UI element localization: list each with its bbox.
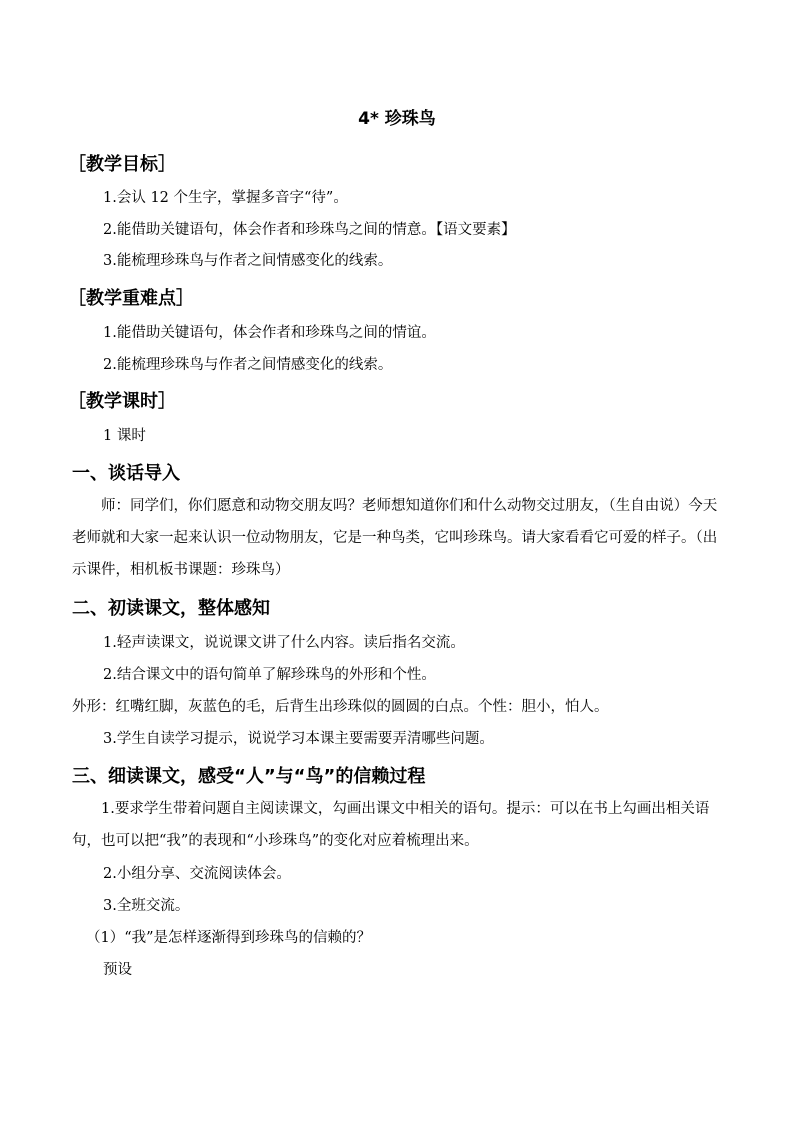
- part3-paragraph: 1.要求学生带着问题自主阅读课文，勾画出课文中相关的语句。提示：可以在书上勾画出相关语句，也可以把“我”的表现和“小珍珠鸟”的变化对应着梳理出来。: [72, 801, 710, 849]
- preset-label: 预设: [103, 962, 132, 978]
- part2-item-1: 1.轻声读课文，说说课文讲了什么内容。读后指名交流。: [103, 635, 465, 651]
- goal-item-2: 2.能借助关键语句，体会作者和珍珠鸟之间的情意。【语文要素】: [103, 222, 516, 238]
- part3-question: （1）“我”是怎样逐渐得到珍珠鸟的信赖的？: [86, 930, 372, 946]
- part2-heading: 二、初读课文，整体感知: [72, 598, 270, 619]
- goal-item-1: 1.会认 12 个生字，掌握多音字“待”。: [103, 190, 348, 206]
- part1-paragraph: 师：同学们，你们愿意和动物交朋友吗？老师想知道你们和什么动物交过朋友，（生自由说）今天老师就和大家一起来认识一位动物朋友，它是一种鸟类，它叫珍珠鸟。请大家看看它可爱的样子。（出示课件，相机板书课题：珍珠鸟）: [72, 498, 718, 578]
- key-point-item-1: 1.能借助关键语句，体会作者和珍珠鸟之间的情谊。: [103, 325, 436, 341]
- document-title: 4* 珍珠鸟: [358, 109, 436, 129]
- hours-heading: ［教学课时］: [68, 391, 176, 412]
- key-point-item-2: 2.能梳理珍珠鸟与作者之间情感变化的线索。: [103, 357, 393, 373]
- part3-heading: 三、细读课文，感受“人”与“鸟”的信赖过程: [72, 766, 426, 787]
- hours-value: 1 课时: [103, 428, 146, 444]
- part1-heading: 一、谈话导入: [72, 463, 180, 484]
- part3-item-3: 3.全班交流。: [103, 898, 190, 914]
- part2-item-3: 3.学生自读学习提示，说说学习本课主要需要弄清哪些问题。: [103, 731, 494, 747]
- appearance-text: 外形：红嘴红脚，灰蓝色的毛，后背生出珍珠似的圆圆的白点。个性：胆小，怕人。: [72, 699, 609, 715]
- goal-item-3: 3.能梳理珍珠鸟与作者之间情感变化的线索。: [103, 253, 393, 269]
- goals-heading: ［教学目标］: [68, 154, 176, 175]
- part3-item-2: 2.小组分享、交流阅读体会。: [103, 866, 291, 882]
- part2-item-2: 2.结合课文中的语句简单了解珍珠鸟的外形和个性。: [103, 667, 436, 683]
- key-points-heading: ［教学重难点］: [68, 288, 194, 309]
